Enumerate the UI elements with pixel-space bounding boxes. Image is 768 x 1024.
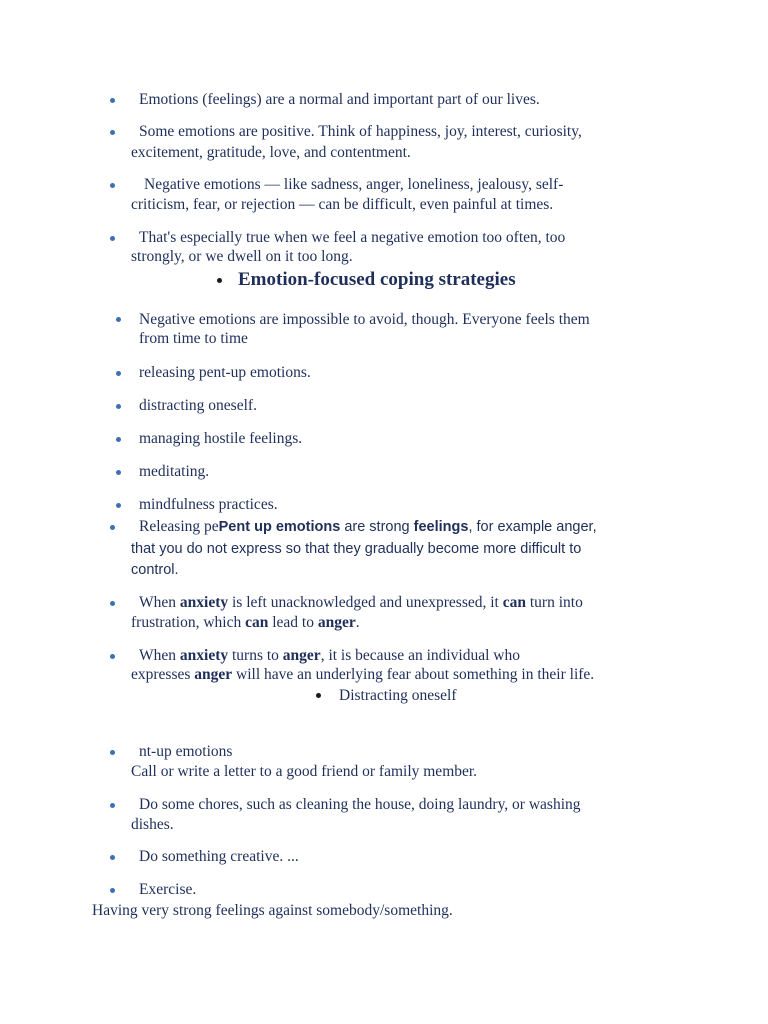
tip-1-line-1: nt-up emotions <box>139 743 233 760</box>
keyword-can: can <box>502 594 526 611</box>
text-run: frustration, which <box>131 614 246 631</box>
bullet-icon <box>110 601 115 606</box>
distracting-heading: Distracting oneself <box>339 687 457 704</box>
text-run: When <box>139 647 180 664</box>
strategy-item: releasing pent-up emotions. <box>139 364 311 381</box>
text-run: turn into <box>525 594 583 611</box>
anxiety-2-line-1 <box>139 646 520 666</box>
keyword-can: can <box>245 614 269 631</box>
tip-2-line-2: dishes. <box>131 816 174 833</box>
closing-text: Having very strong feelings against somebody/something. <box>92 902 453 919</box>
bullet-icon <box>116 437 121 442</box>
bullet-icon <box>110 183 115 188</box>
bullet-icon <box>116 317 121 322</box>
strategy-item: distracting oneself. <box>139 397 257 414</box>
releasing-line-2: that you do not express so that they gradually become more difficult to <box>131 541 582 557</box>
intro-item-3-line-1: Negative emotions — like sadness, anger, loneliness, jealousy, self- <box>144 176 564 193</box>
tip-3: Do something creative. ... <box>139 848 299 865</box>
keyword-anger: anger <box>317 614 356 631</box>
keyword-anxiety: anxiety <box>179 647 229 664</box>
text-run: are strong <box>340 519 414 535</box>
text-run: lead to <box>268 614 318 631</box>
text-run: is left unacknowledged and unexpressed, it <box>228 594 503 611</box>
text-run: When <box>139 594 180 611</box>
bullet-icon <box>116 404 121 409</box>
text-run: , for example anger, <box>468 519 597 535</box>
bullet-icon <box>116 371 121 376</box>
bullet-icon <box>116 470 121 475</box>
keyword-anxiety: anxiety <box>179 594 229 611</box>
keyword-anger: anger <box>194 666 233 683</box>
anxiety-2-line-2 <box>131 665 594 685</box>
text-run: expresses <box>131 666 195 683</box>
bullet-icon <box>110 525 115 530</box>
strategy-item: managing hostile feelings. <box>139 430 303 447</box>
intro-item-1: Emotions (feelings) are a normal and important part of our lives. <box>139 91 540 108</box>
tip-1-line-2: Call or write a letter to a good friend or family member. <box>131 763 478 780</box>
text-run: . <box>355 614 360 631</box>
strategy-intro-line-2: from time to time <box>139 330 248 347</box>
bullet-icon <box>110 855 115 860</box>
intro-item-2-line-2: excitement, gratitude, love, and contentment. <box>131 144 411 161</box>
bullet-icon <box>110 98 115 103</box>
text-run: turns to <box>228 647 283 664</box>
bullet-icon <box>110 803 115 808</box>
text-run: , it is because an individual who <box>320 647 520 664</box>
bullet-icon <box>110 236 115 241</box>
keyword-anger: anger <box>282 647 321 664</box>
bullet-icon <box>316 693 321 698</box>
bullet-icon <box>217 278 222 283</box>
intro-item-4-line-2: strongly, or we dwell on it too long. <box>131 248 353 265</box>
intro-item-3-line-2: criticism, fear, or rejection — can be difficult, even painful at times. <box>131 196 554 213</box>
text-run: Releasing pe <box>139 518 219 535</box>
bullet-icon <box>110 888 115 893</box>
bullet-icon <box>110 750 115 755</box>
bullet-icon <box>116 503 121 508</box>
tip-4: Exercise. <box>139 881 197 898</box>
tip-2-line-1: Do some chores, such as cleaning the house, doing laundry, or washing <box>139 796 581 813</box>
strategy-intro-line-1: Negative emotions are impossible to avoid, though. Everyone feels them <box>139 311 590 328</box>
text-run: will have an underlying fear about something in their life. <box>232 666 595 683</box>
intro-item-2-line-1: Some emotions are positive. Think of happiness, joy, interest, curiosity, <box>139 123 582 140</box>
intro-item-4-line-1: That's especially true when we feel a negative emotion too often, too <box>139 229 566 246</box>
keyword-term: Pent up emotions <box>218 519 341 535</box>
bullet-icon <box>110 654 115 659</box>
keyword-feelings: feelings <box>413 519 469 535</box>
strategy-item: meditating. <box>139 463 210 480</box>
section-heading: Emotion-focused coping strategies <box>238 269 516 290</box>
releasing-line-1 <box>139 517 597 537</box>
anxiety-1-line-1 <box>139 593 583 613</box>
anxiety-1-line-2 <box>131 613 360 633</box>
strategy-item: mindfulness practices. <box>139 496 278 513</box>
bullet-icon <box>110 130 115 135</box>
releasing-line-3: control. <box>131 562 179 578</box>
